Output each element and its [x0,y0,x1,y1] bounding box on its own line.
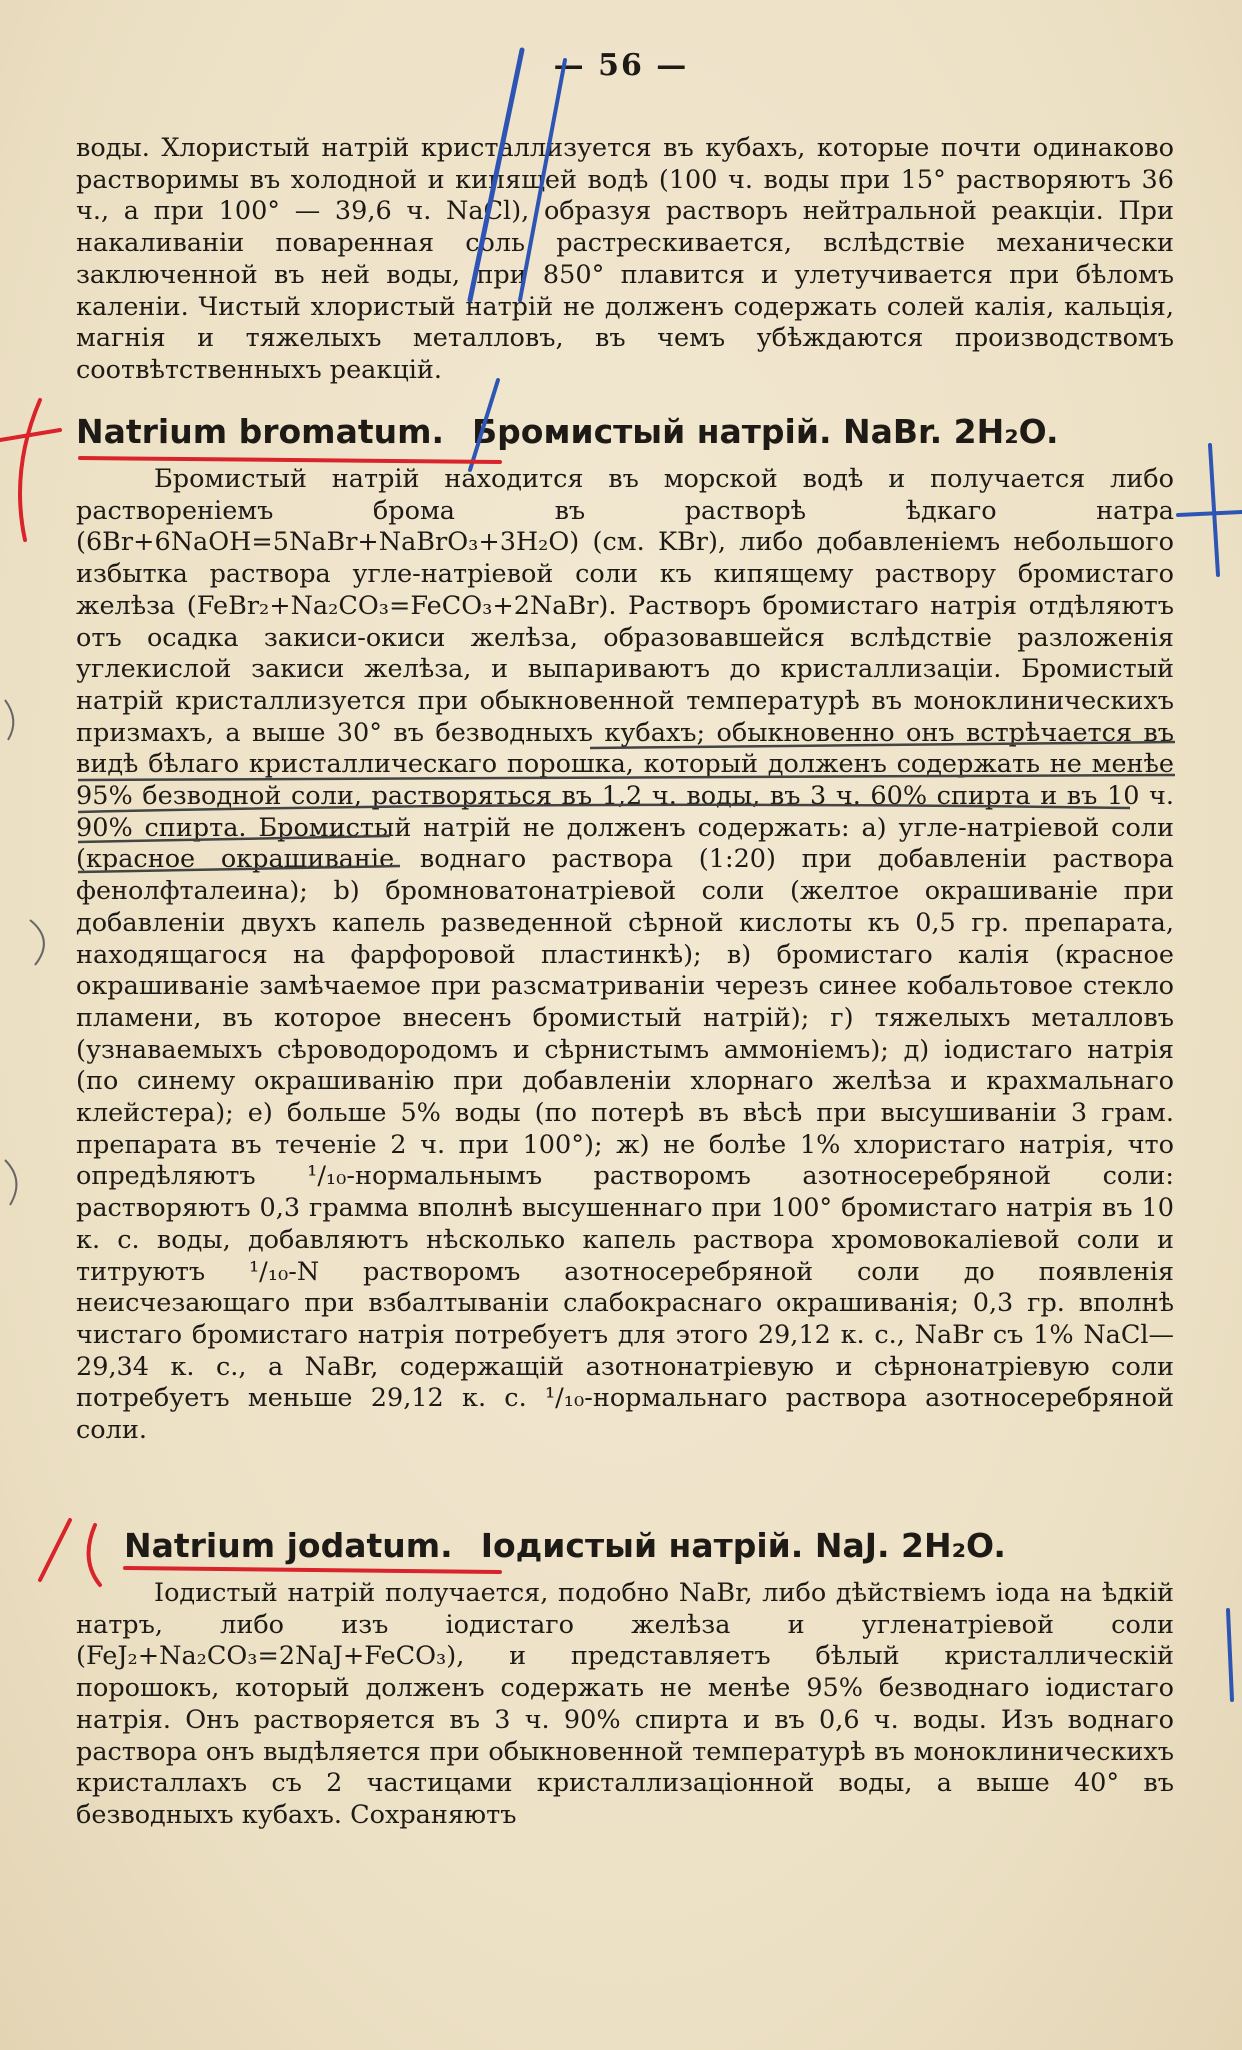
russian-title-jodatum: Іодистый натрій. NaJ. 2H₂O. [480,1526,1006,1565]
red-margin-mark [0,430,60,440]
latin-title-jodatum: Natrium jodatum. [124,1526,453,1565]
blue-margin-cross [1178,512,1242,515]
blue-margin-mark [1228,1610,1232,1700]
intro-text-block [76,133,1174,387]
pencil-margin-scribble [5,700,13,740]
bromatum-paragraph: Бромистый натрій находится въ морской водѣ и получается либо растворенiемъ брома въ растворѣ ѣдкаго натра (6Br+6NaOH=5NaBr+NaBrO₃+3H₂O) (см. KBr), либо добавленiемъ небольшого избытка раствора углe-натріевой соли къ кипящему раствору бромистаго желѣза (FeBr₂+Na₂CO₃=FeCO₃+2NaBr). Растворъ бромистаго натрія отдѣляютъ отъ осадка закиси-окиси желѣза, образовавшейся вслѣдствіе разложенія углекислой закиси желѣза, и выпариваютъ до кристаллизаціи. Бромистый натрій кристаллизуется при обыкновенной температурѣ въ моноклиническихъ призмахъ, а выше 30° въ безводныхъ кубахъ; обыкновенно онъ встрѣчается въ видѣ бѣлаго кристаллическаго порошка, который долженъ содержать не менѣе 95% безводной соли, растворяться въ 1,2 ч. воды, въ 3 ч. 60% спирта и въ 10 ч. 90% спирта. Бромистый натрій не долженъ содержать: а) углe-натріевой соли (красное окрашиваніе воднаго раствора (1:20) при добавленіи раствора фенолфталеина); b) бромноватонатріевой соли (желтое окрашиваніе при добавленіи двухъ капель разведенной сѣрной кислоты къ 0,5 гр. препарата, находящагося на фарфоровой пластинкѣ); в) бромистаго калія (красное окрашиваніе замѣчаемое при разсматриваніи черезъ синее кобальтовое стекло пламени, въ которое внесенъ бромистый натрій); г) тяжелыхъ металловъ (узнаваемыхъ сѣроводородомъ и сѣрнистымъ аммоніемъ); д) іодистаго натрія (по синему окрашиванію при добавленіи хлорнаго желѣза и крахмальнаго клейстера); е) больше 5% воды (по потерѣ въ вѣсѣ при высушиваніи 3 грам. препарата въ теченіе 2 ч. при 100°); ж) не болѣе 1% хлористаго натрія, что опредѣляютъ ¹/₁₀-нормальнымъ растворомъ азотносеребряной соли: растворяютъ 0,3 грамма вполнѣ высушеннаго при 100° бромистаго натрія въ 10 к. с. воды, добавляютъ нѣсколько капель раствора хромовокаліевой соли и титруютъ ¹/₁₀-N растворомъ азотносеребряной соли до появленія неисчезающаго при взбалтываніи слабокраснаго окрашиванія; 0,3 гр. вполнѣ чистаго бромистаго натрія потребуетъ для этого 29,12 к. с., NaBr съ 1% NaCl—29,34 к. с., а NaBr, содержащій азотнонатріевую и сѣрнонатріевую соли потребуетъ меньше 29,12 к. с. ¹/₁₀-нормальнаго раствора азотносеребряной соли. [76,464,1174,1446]
blue-margin-cross [1210,445,1218,575]
red-underline-jodatum [125,1568,500,1572]
latin-title-bromatum: Natrium bromatum. [76,412,445,451]
red-margin-mark [40,1520,70,1580]
page-number: — 56 — [553,48,689,83]
red-margin-mark [20,400,40,540]
heading-natrium-bromatum [76,412,1186,451]
pencil-margin-scribble [30,920,44,965]
jodatum-text-block [76,1578,1174,1832]
pencil-margin-scribble [5,1160,16,1205]
red-underline-bromatum [80,458,500,462]
intro-paragraph: воды. Хлористый натрій кристаллизуется въ кубахъ, которые почти одинаково растворимы въ холодной и кипящей водѣ (100 ч. воды при 15° растворяютъ 36 ч., а при 100° — 39,6 ч. NaCl), образуя растворъ нейтральной реакціи. При накаливаніи поваренная соль растрескивается, вслѣдствіе механически заключенной въ ней воды, при 850° плавится и улетучивается при бѣломъ каленіи. Чистый хлористый натрій не долженъ содержать солей калія, кальція, магнія и тяжелыхъ металловъ, въ чемъ убѣждаются производствомъ соотвѣтственныхъ реакцій. [76,133,1174,385]
jodatum-paragraph: Іодистый натрій получается, подобно NaBr, либо дѣйствіемъ іода на ѣдкій натръ, либо изъ іодистаго желѣза и углeнатріевой соли (FeJ₂+Na₂CO₃=2NaJ+FeCO₃), и представляетъ бѣлый кристаллическій порошокъ, который долженъ содержать не менѣе 95% безводнаго іодистаго натрія. Онъ растворяется въ 3 ч. 90% спирта и въ 0,6 ч. воды. Изъ воднаго раствора онъ выдѣляется при обыкновенной температурѣ въ моноклиническихъ кристаллахъ съ 2 частицами кристаллизаціонной воды, а выше 40° въ безводныхъ кубахъ. Сохраняютъ [76,1578,1174,1830]
heading-natrium-jodatum [76,1526,1186,1565]
bromatum-text-block [76,464,1174,1447]
russian-title-bromatum: Бромистый натрій. NaBr. 2H₂O. [472,412,1059,451]
